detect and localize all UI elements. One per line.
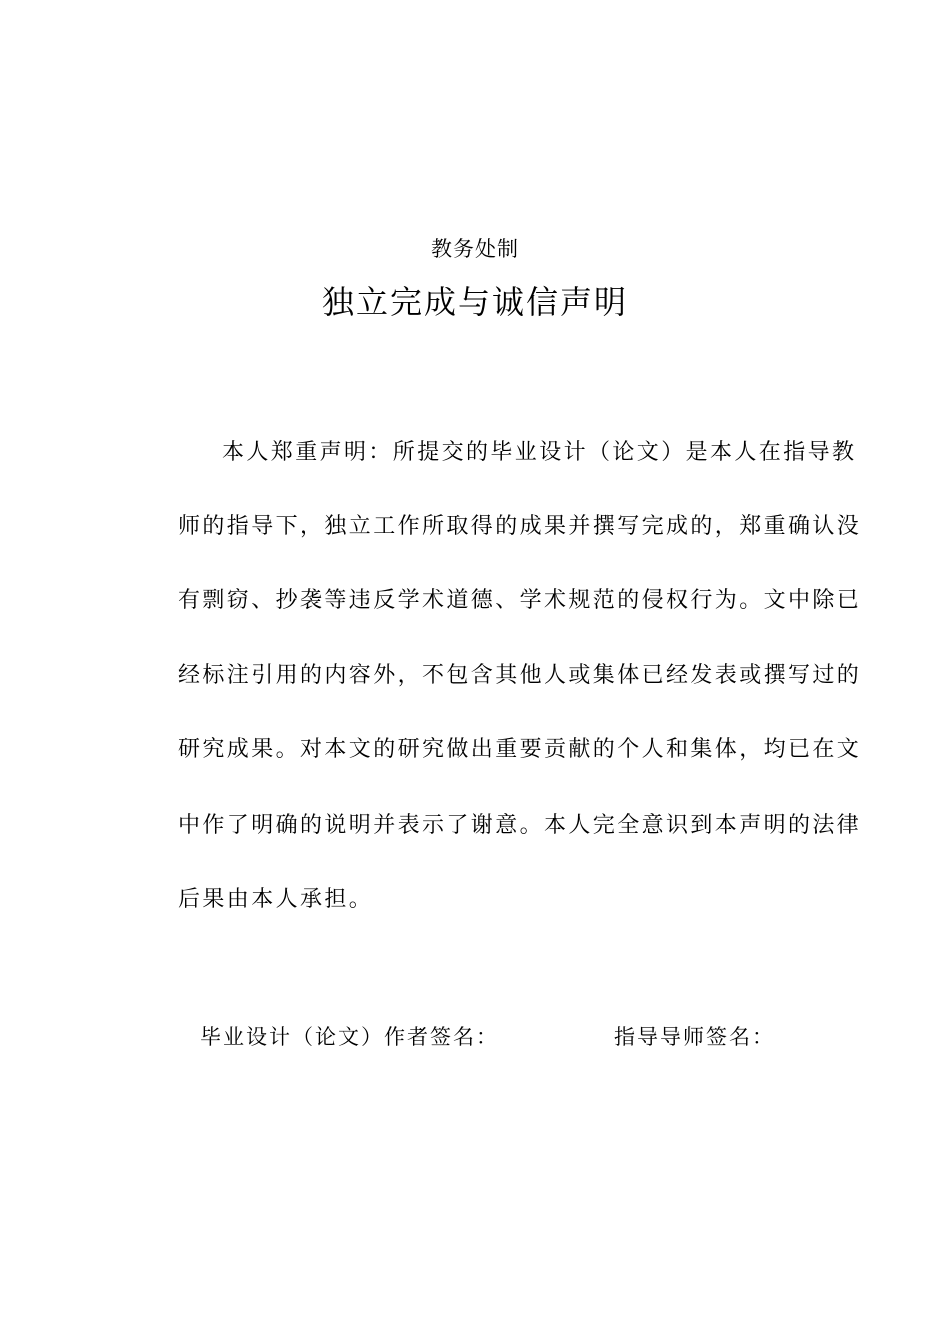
declaration-line: 研究成果。对本文的研究做出重要贡献的个人和集体，均已在文 bbox=[178, 737, 862, 762]
declaration-line: 有剽窃、抄袭等违反学术道德、学术规范的侵权行为。文中除已 bbox=[178, 588, 862, 613]
page-title: 独立完成与诚信声明 bbox=[321, 283, 628, 321]
declaration-line: 经标注引用的内容外，不包含其他人或集体已经发表或撰写过的 bbox=[178, 663, 862, 688]
declaration-line: 本人郑重声明：所提交的毕业设计（论文）是本人在指导教 bbox=[222, 440, 857, 465]
issuer-label: 教务处制 bbox=[431, 237, 519, 261]
declaration-line: 后果由本人承担。 bbox=[178, 887, 374, 912]
author-signature-label: 毕业设计（论文）作者签名： bbox=[200, 1025, 499, 1049]
declaration-line: 师的指导下，独立工作所取得的成果并撰写完成的，郑重确认没 bbox=[178, 514, 862, 539]
advisor-signature-label: 指导导师签名： bbox=[614, 1025, 775, 1049]
declaration-line: 中作了明确的说明并表示了谢意。本人完全意识到本声明的法律 bbox=[178, 813, 862, 838]
